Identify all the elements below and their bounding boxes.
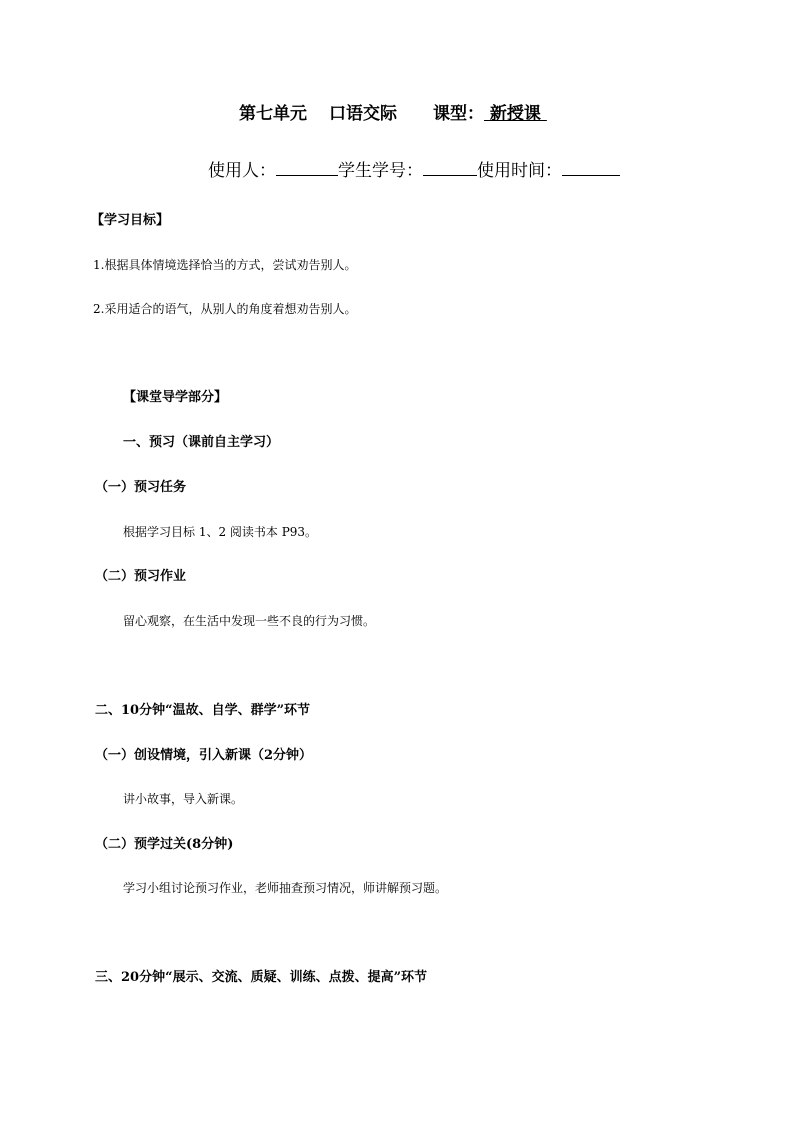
topic-label: 口语交际 — [329, 104, 397, 124]
student-no-blank[interactable] — [423, 161, 477, 176]
section1-sub2-title: （二）预习作业 — [95, 569, 187, 584]
student-no-label: 学生学号： — [338, 161, 423, 181]
user-info-line — [208, 161, 620, 180]
section2-sub1-text: 讲小故事，导入新课。 — [123, 792, 244, 806]
user-blank[interactable] — [276, 161, 338, 176]
objectives-heading: 【学习目标】 — [91, 213, 170, 228]
section2-title: 二、10分钟“温故、自学、群学”环节 — [95, 703, 311, 718]
section1-sub2-text: 留心观察，在生活中发现一些不良的行为习惯。 — [123, 614, 376, 628]
time-blank[interactable] — [562, 161, 620, 176]
section1-sub1-text: 根据学习目标 1、2 阅读书本 P93。 — [123, 525, 318, 539]
lesson-type-label: 课型： — [433, 104, 484, 124]
section1-title: 一、预习（课前自主学习） — [123, 435, 280, 450]
unit-label: 第七单元 — [239, 104, 307, 124]
section1-sub1-title: （一）预习任务 — [95, 480, 187, 495]
lesson-type-value: 新授课 — [489, 104, 541, 124]
section2-sub1-title: （一）创设情境，引入新课（2分钟） — [95, 748, 313, 763]
page-title — [239, 106, 547, 123]
section2-sub2-text: 学习小组讨论预习作业，老师抽查预习情况，师讲解预习题。 — [123, 881, 448, 895]
section2-sub2-title: （二）预学过关(8分钟) — [95, 837, 234, 852]
guide-heading: 【课堂导学部分】 — [123, 390, 228, 405]
objective-item-2: 2.采用适合的语气，从别人的角度着想劝告别人。 — [93, 302, 357, 316]
section3-title: 三、20分钟“展示、交流、质疑、训练、点拨、提高”环节 — [95, 970, 428, 985]
user-label: 使用人： — [208, 161, 276, 181]
time-label: 使用时间： — [477, 161, 562, 181]
objective-item-1: 1.根据具体情境选择恰当的方式，尝试劝告别人。 — [93, 258, 357, 272]
